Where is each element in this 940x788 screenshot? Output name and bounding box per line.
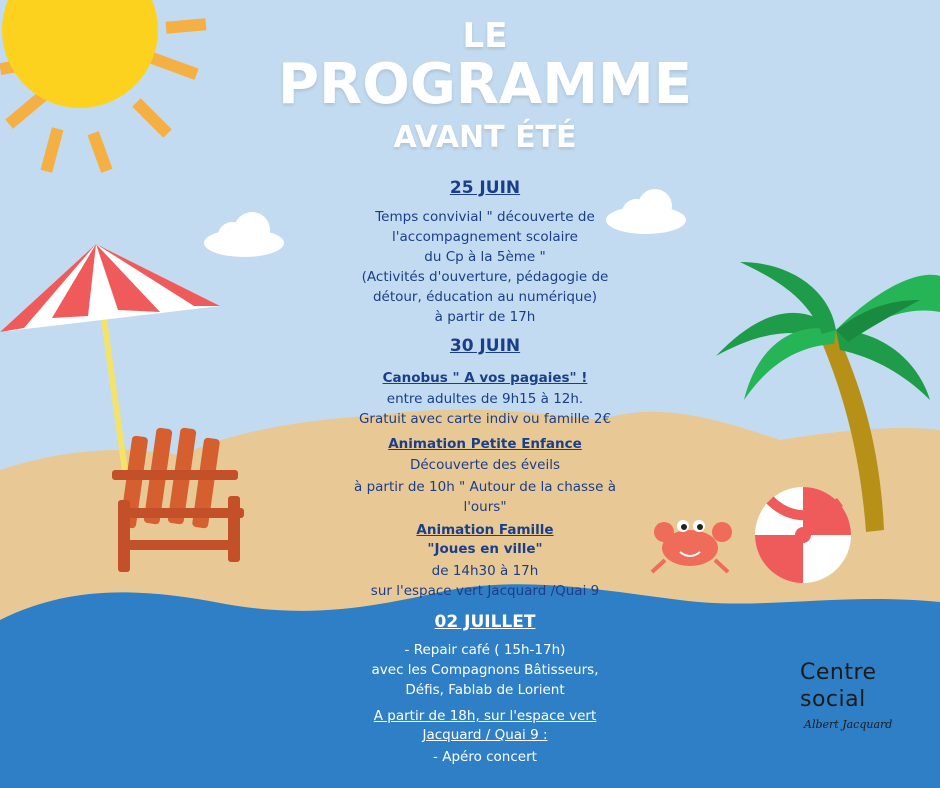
title-line-1: LE: [462, 16, 508, 56]
heading-25-juin: 25 JUIN: [449, 178, 521, 198]
canobus-line-2: Gratuit avec carte indiv ou famille 2€: [358, 411, 612, 427]
canobus-line-1: entre adultes de 9h15 à 12h.: [386, 391, 584, 407]
juillet-line-3: Défis, Fablab de Lorient: [405, 682, 565, 698]
logo-line-1: Centre: [800, 660, 877, 685]
heading-30-juin: 30 JUIN: [449, 336, 521, 356]
famille-subtitle: "Joues en ville": [427, 541, 543, 557]
famille-line-2: sur l'espace vert Jacquard /Quai 9: [370, 583, 600, 599]
juin25-line-5: détour, éducation au numérique): [372, 289, 598, 305]
juin25-line-4: (Activités d'ouverture, pédagogie de: [361, 269, 609, 285]
juin25-line-3: du Cp à la 5ème ": [424, 249, 546, 265]
juillet-line-2: avec les Compagnons Bâtisseurs,: [371, 662, 599, 678]
petite-enfance-line-2: à partir de 10h " Autour de la chasse à: [354, 479, 616, 495]
centre-social-logo: [800, 660, 910, 731]
juillet-link-1: A partir de 18h, sur l'espace vert: [373, 708, 597, 724]
logo-line-2: social: [800, 687, 866, 712]
title-line-2: PROGRAMME: [278, 52, 692, 117]
juin25-line-6: à partir de 17h: [434, 309, 536, 325]
juillet-last: - Apéro concert: [433, 749, 537, 765]
famille-title: Animation Famille: [416, 522, 554, 538]
famille-line-1: de 14h30 à 17h: [431, 563, 539, 579]
canobus-title: Canobus " A vos pagaies" !: [382, 370, 588, 386]
petite-enfance-title: Animation Petite Enfance: [388, 436, 582, 452]
title-line-3: AVANT ÉTÉ: [393, 120, 577, 155]
heading-02-juillet: 02 JUILLET: [434, 612, 536, 632]
juillet-line-1: - Repair café ( 15h-17h): [404, 642, 566, 658]
juillet-link-2: Jacquard / Quai 9 :: [422, 727, 548, 743]
juin25-line-1: Temps convivial " découverte de: [375, 209, 595, 225]
juin25-line-2: l'accompagnement scolaire: [392, 229, 578, 245]
logo-line-3: Albert Jacquard: [804, 718, 893, 731]
sun: [2, 0, 158, 108]
petite-enfance-line-1: Découverte des éveils: [409, 457, 560, 473]
petite-enfance-line-3: l'ours": [463, 499, 507, 515]
